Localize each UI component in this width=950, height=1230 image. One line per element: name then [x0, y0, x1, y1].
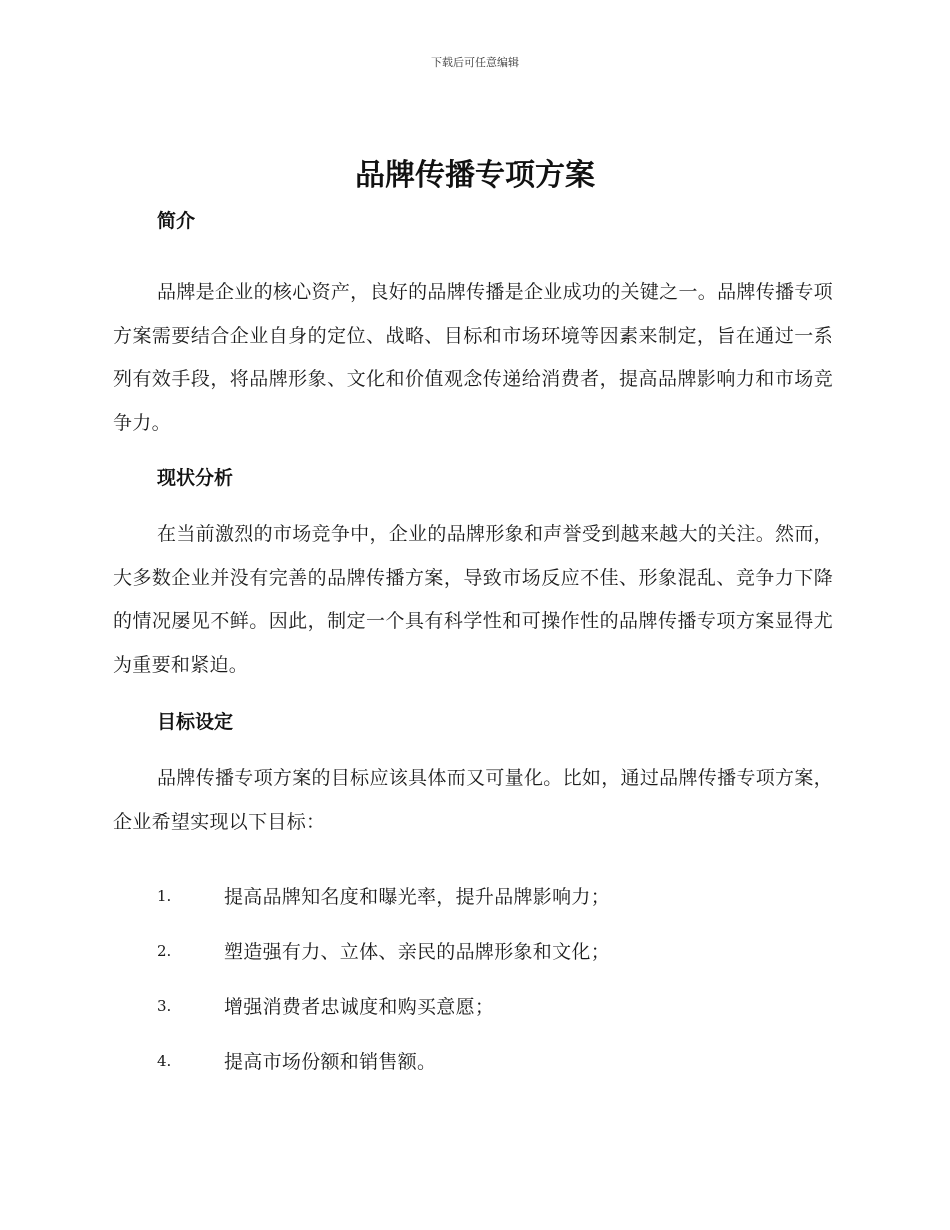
document-title: 品牌传播专项方案 [355, 158, 595, 193]
list-item-text: 增强消费者忠诚度和购买意愿； [224, 996, 495, 1018]
goal-list [113, 868, 833, 1088]
list-item [113, 868, 833, 923]
list-item-number: 2. [157, 941, 172, 960]
section-heading-status: 现状分析 [157, 467, 234, 489]
list-item [113, 978, 833, 1033]
document-body [113, 204, 833, 1088]
section-heading-goals: 目标设定 [157, 711, 234, 733]
list-item-text: 塑造强有力、立体、亲民的品牌形象和文化； [224, 941, 611, 963]
header-note: 下载后可任意编辑 [431, 56, 519, 69]
section-paragraph-intro: 品牌是企业的核心资产，良好的品牌传播是企业成功的关键之一。品牌传播专项方案需要结合企业自身的定位、战略、目标和市场环境等因素来制定，旨在通过一系列有效手段，将品牌形象、文化和价值观念传递给消费者，提高品牌影响力和市场竞争力。 [113, 281, 833, 434]
list-item-text: 提高品牌知名度和曝光率，提升品牌影响力； [224, 886, 611, 908]
section-paragraph-goals: 品牌传播专项方案的目标应该具体而又可量化。比如，通过品牌传播专项方案，企业希望实现以下目标： [113, 767, 833, 833]
section-heading-intro: 简介 [157, 210, 196, 232]
list-item-number: 4. [157, 1051, 172, 1070]
list-item-number: 3. [157, 996, 172, 1015]
list-item-text: 提高市场份额和销售额。 [224, 1051, 437, 1073]
list-item [113, 1033, 833, 1088]
list-item [113, 923, 833, 978]
list-item-number: 1. [157, 886, 172, 905]
section-paragraph-status: 在当前激烈的市场竞争中，企业的品牌形象和声誉受到越来越大的关注。然而，大多数企业并没有完善的品牌传播方案，导致市场反应不佳、形象混乱、竞争力下降的情况屡见不鲜。因此，制定一个具有科学性和可操作性的品牌传播专项方案显得尤为重要和紧迫。 [113, 523, 833, 676]
